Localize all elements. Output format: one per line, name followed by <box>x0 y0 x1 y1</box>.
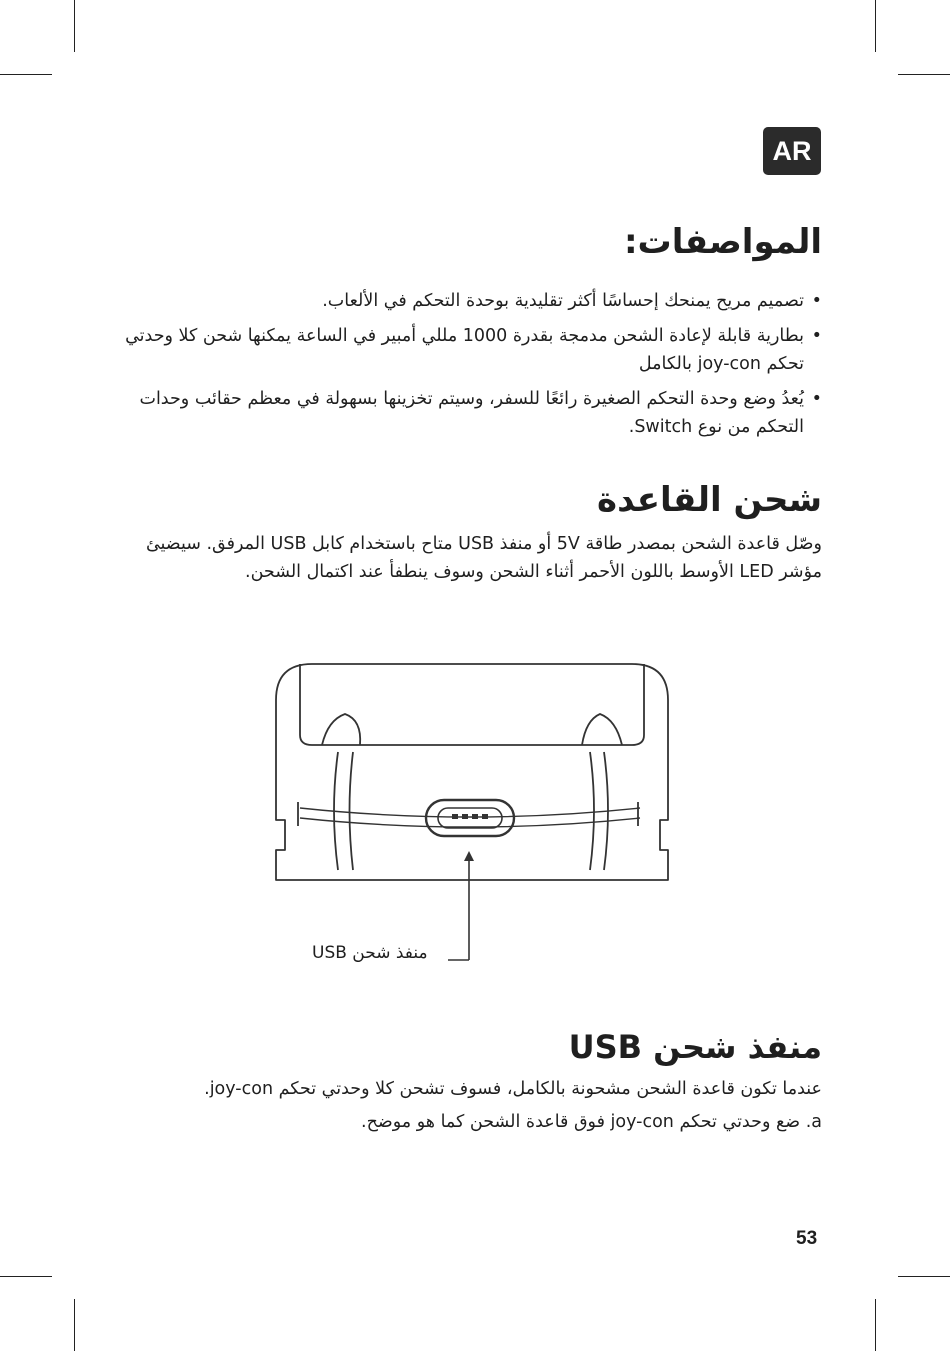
usb-pin <box>482 814 488 819</box>
left-guide <box>322 714 360 745</box>
page-number: 53 <box>796 1228 818 1249</box>
crop-mark <box>875 1299 876 1351</box>
list-item: • يُعدُ وضع وحدة التحكم الصغيرة رائعًا للسفر، وسيتم تخزينها بسهولة في معظم حقائب وحدات التحكم من نوع Switch. <box>122 385 822 441</box>
crop-mark <box>898 1276 950 1277</box>
usb-port-callout-label: منفذ شحن USB <box>312 943 428 963</box>
callout-arrowhead <box>464 851 474 861</box>
usb-pin <box>472 814 478 819</box>
crop-mark <box>0 1276 52 1277</box>
usb-port-step: a. ضع وحدتي تحكم joy-con فوق قاعدة الشحن كما هو موضح. <box>361 1112 822 1132</box>
usb-port-inner <box>438 808 502 828</box>
list-item: • تصميم مريح يمنحك إحساسًا أكثر تقليدية بوحدة التحكم في الألعاب. <box>122 287 822 315</box>
crop-mark <box>74 1299 75 1351</box>
left-rail <box>334 752 353 870</box>
dock-paragraph: وصّل قاعدة الشحن بمصدر طاقة 5V أو منفذ USB متاح باستخدام كابل USB المرفق. سيضيئ مؤشر LED الأوسط باللون الأحمر أثناء الشحن وسوف ينطفأ عند اكتمال الشحن. <box>145 534 822 582</box>
right-guide <box>582 714 622 745</box>
usb-port-paragraph: عندما تكون قاعدة الشحن مشحونة بالكامل، فسوف تشحن كلا وحدتي تحكم joy-con. <box>204 1079 822 1099</box>
dock-heading: شحن القاعدة <box>597 480 822 520</box>
crop-mark <box>875 0 876 52</box>
crop-mark <box>0 74 52 75</box>
dock-lid <box>300 664 644 745</box>
crop-mark <box>74 0 75 52</box>
crop-mark <box>898 74 950 75</box>
specs-heading: المواصفات: <box>623 222 822 262</box>
usb-pin <box>452 814 458 819</box>
usb-pin <box>462 814 468 819</box>
language-badge: AR <box>763 127 821 175</box>
usb-port-outline <box>426 800 514 836</box>
seam-line <box>300 808 640 817</box>
list-item: • بطارية قابلة لإعادة الشحن مدمجة بقدرة 1000 مللي أمبير في الساعة يمكنها شحن كلا وحدتي تحكم joy-con بالكامل <box>122 322 822 378</box>
specs-list <box>122 287 822 448</box>
usb-port-heading: منفذ شحن USB <box>568 1028 822 1066</box>
dock-outline <box>276 664 668 880</box>
seam-line <box>300 818 640 827</box>
right-rail <box>590 752 608 870</box>
